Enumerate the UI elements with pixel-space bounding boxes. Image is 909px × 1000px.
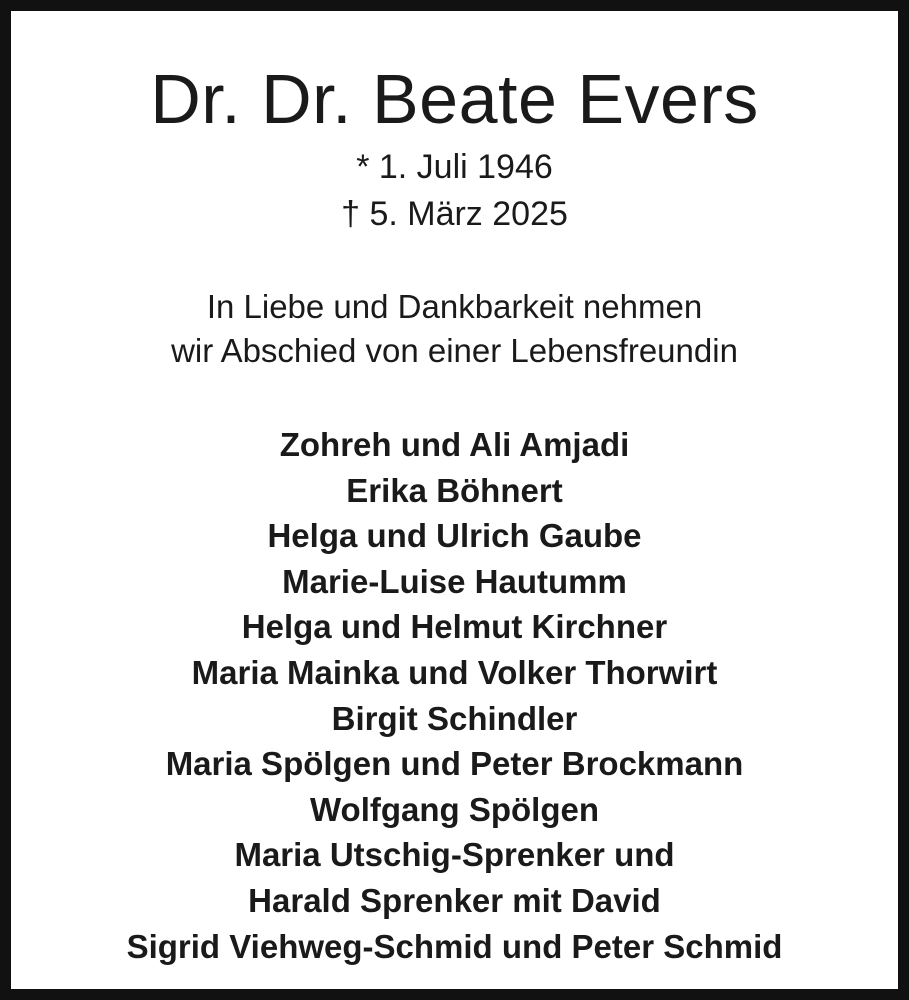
mourner-entry: Maria Spölgen und Peter Brockmann [165,745,744,783]
mourner-entry: Zohreh und Ali Amjadi [279,426,630,463]
mourner-entry: Helga und Ulrich Gaube [267,517,642,555]
mourner-entry: Helga und Helmut Kirchner [241,608,668,646]
mourner-entry: Birgit Schindler [331,699,578,737]
death-date: † 5. März 2025 [341,195,568,233]
mourner-entry: Harald Sprenker mit David [248,881,661,919]
mourner-entry: Sigrid Viehweg-Schmid und Peter Schmid [126,927,783,965]
farewell-message-line-2: wir Abschied von einer Lebensfreundin [171,332,738,369]
birth-date: * 1. Juli 1946 [356,148,553,186]
mourners-list [22,422,887,969]
mourner-entry: Marie-Luise Hautumm [282,562,627,600]
mourner-entry: Erika Böhnert [346,471,563,509]
mourner-entry: Maria Utschig-Sprenker und [234,836,675,874]
deceased-name: Dr. Dr. Beate Evers [150,60,759,138]
mourner-entry: Wolfgang Spölgen [309,790,600,828]
farewell-message-line-1: In Liebe und Dankbarkeit nehmen [206,288,703,325]
mourner-entry: Maria Mainka und Volker Thorwirt [191,653,718,691]
